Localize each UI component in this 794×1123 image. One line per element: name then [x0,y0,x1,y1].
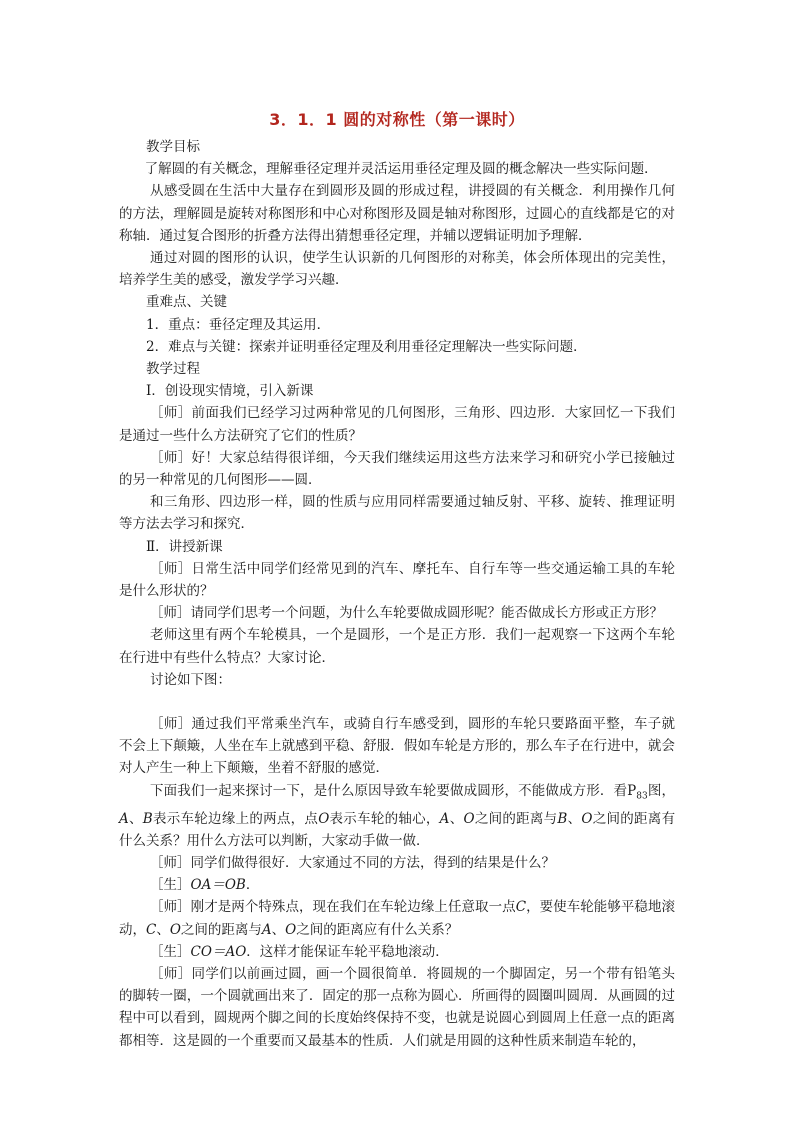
p12-text-f: 之间的距离应有什么关系？ [296,921,459,938]
paragraph-14: ［师］同学们以前画过圆，画一个圆很简单．将圆规的一个脚固定，另一个带有铅笔头的脚转一圈，一个圆就画出来了．固定的那一点称为圆心．所画得的圆圈叫圆周．从画圆的过程中可以看到，圆规两个脚之间的长度始终保持不变，也就是说圆心到圆周上任意一点的距离都相等．这是圆的一个重要而又最基本的性质．人们就是用圆的这种性质来制造车轮的， [119,966,675,1049]
letter-o: O [581,810,593,827]
p9-text-b: 图， [647,782,675,799]
equation-oa-ob: OA＝OB [190,877,246,894]
paragraph-3: 和三角形、四边形一样，圆的性质与应用同样需要通过轴反射、平移、旋转、推理证明等方法去学习和探究． [119,494,675,533]
letter-o: O [285,921,297,938]
letter-o: O [169,921,181,938]
paragraph-4: ［师］日常生活中同学们经常见到的汽车、摩托车、自行车等一些交通运输工具的车轮是什么形状的？ [119,560,675,600]
paragraph-11 [119,874,675,896]
p9-text-i: 之间的距离有什么关系？用什么方法可以判断，大家动手做一做． [119,810,676,849]
p12-text-c: 、 [156,921,170,938]
p9-text-e: 表示车轮的轴心， [329,810,440,827]
paragraph-2: ［师］好！大家总结得很详细，今天我们继续运用这些方法来学习和研究小学已接触过的另一种常见的几何图形——圆． [119,449,675,489]
p9-page-subscript: 83 [636,791,648,802]
letter-o: O [318,810,330,827]
p9-text-g: 之间的距离与 [474,810,558,827]
letter-c: C [515,899,527,916]
p9-text-h: 、 [567,810,582,827]
p9-text-f: 、 [449,810,464,827]
p12-text-a: ［师］刚才是两个特殊点，现在我们在车轮边缘上任意取一点 [150,899,516,916]
letter-b: B [142,810,153,827]
process-heading: 教学过程 [146,361,200,378]
paragraph-10: ［师］同学们做得很好．大家通过不同的方法，得到的结果是什么？ [150,854,556,871]
letter-o: O [463,810,475,827]
part1-heading: Ⅰ．创设现实情境，引入新课 [146,383,314,400]
letter-b: B [557,810,568,827]
letter-a: A [119,810,129,827]
paragraph-13 [119,941,675,963]
p12-text-b: ，要使车轮能够平稳地滚动， [119,899,676,938]
p9-text-d: 表示车轮边缘上的两点，点 [152,810,319,827]
paragraph-12 [119,896,675,940]
key-point-2: 2．难点与关键：探索并证明垂径定理及利用垂径定理解决一些实际问题． [146,338,587,355]
p9-text-c: 、 [128,810,143,827]
key-point-1: 1．重点：垂径定理及其运用． [146,316,331,333]
paragraph-7: 讨论如下图： [150,671,232,688]
paragraph-8: ［师］通过我们平常乘坐汽车，或骑自行车感受到，圆形的车轮只要路面平整，车子就不会上下颠簸，人坐在车上就感到平稳、舒服．假如车轮是方形的，那么车子在行进中，就会对人产生一种上下颠簸，坐着不舒服的感觉． [119,716,675,777]
paragraph-9 [119,780,675,852]
figure-placeholder [119,691,675,713]
p13-text-c: ．这样才能保证车轮平稳地滚动． [246,943,449,960]
p12-text-e: 、 [271,921,286,938]
letter-c: C [146,921,157,938]
document-body [119,136,675,1052]
p11-text-c: ． [245,877,260,894]
p9-text-a: 下面我们一起来探讨一下，是什么原因导致车轮要做成圆形，不能做成方形．看P [150,782,637,799]
p11-text-a: ［生］ [150,877,191,894]
part2-heading: Ⅱ．讲授新课 [146,538,223,555]
page-title: 3．1．1 圆的对称性（第一课时） [269,110,525,129]
letter-a: A [439,810,450,827]
goals-paragraph-2: 从感受圆在生活中大量存在到圆形及圆的形成过程，讲授圆的有关概念．利用操作几何的方法，理解圆是旋转对称图形和中心对称图形及圆是轴对称图形，过圆心的直线都是它的对称轴．通过复合图形的折叠方法得出猜想垂径定理，并辅以逻辑证明加予理解． [119,183,675,244]
goals-paragraph-3: 通过对圆的图形的认识，使学生认识新的几何图形的对称美，体会所体现出的完美性，培养学生美的感受，激发学学习兴趣． [119,250,675,289]
letter-a: A [261,921,272,938]
paragraph-1: ［师］前面我们已经学习过两种常见的几何图形，三角形、四边形．大家回忆一下我们是通过一些什么方法研究了它们的性质？ [119,405,675,444]
paragraph-5: ［师］请同学们思考一个问题，为什么车轮要做成圆形呢？能否做成长方形或正方形？ [150,605,664,622]
key-points-heading: 重难点、关键 [146,294,227,311]
p13-text-a: ［生］ [150,943,191,960]
paragraph-6: 老师这里有两个车轮模具，一个是圆形，一个是正方形．我们一起观察一下这两个车轮在行进中有些什么特点？大家讨论． [119,627,675,666]
goals-paragraph-1: 了解圆的有关概念，理解垂径定理并灵活运用垂径定理及圆的概念解决一些实际问题． [144,161,658,178]
p12-text-d: 之间的距离与 [180,921,262,938]
goals-heading: 教学目标 [146,139,200,155]
equation-co-ao: CO＝AO [190,943,247,960]
